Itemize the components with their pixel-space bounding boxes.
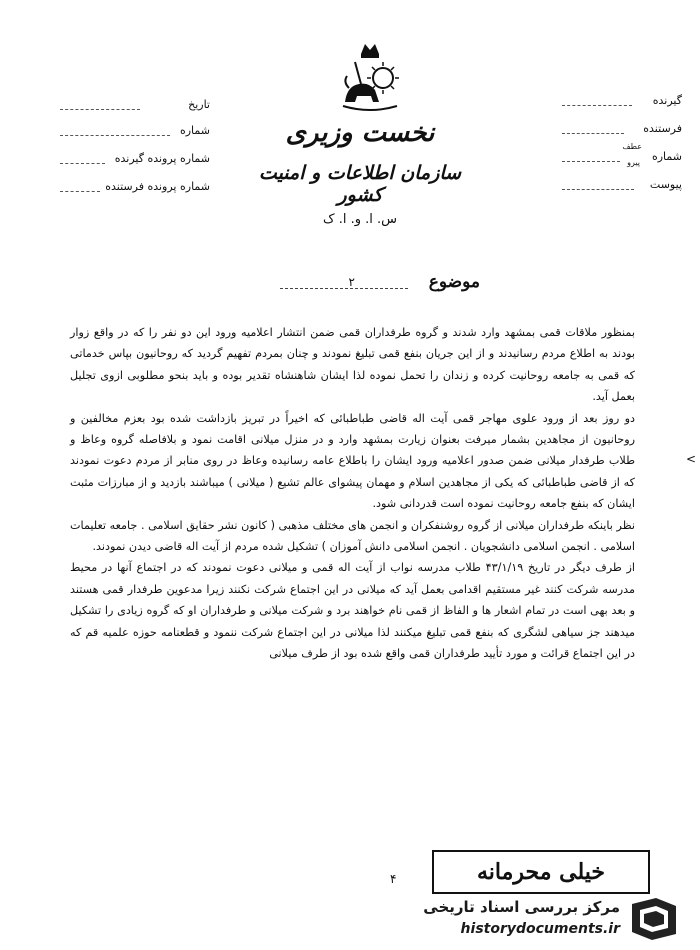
subject-line	[280, 288, 408, 289]
attachment-line	[562, 189, 634, 190]
attachment-field	[562, 178, 682, 192]
body-paragraph: از طرف دیگر در تاریخ ۴۳/۱/۱۹ طلاب مدرسه نواب از آیت اله قمی و میلانی دعوت نمودند که در اجتماع آنها در محیط مدرسه شرکت کنند غیر مستقیم اقدامی بعمل آید که میلانی در این اجتماع شرکت نکنند زیرا مدعوین طرفدار قمی هستند و بعد بهی است در تمام اشعار ها و الفاظ از قمی نام خواهند برد و شرکت میلانی و طرفداران او که گروه زیادی را تشکیل میدهند جز سیاهی لشگری که بنفع قمی تبلیغ میکنند لذا میلانی در این اجتماع شرکت ننمود و قطعنامه حوزه علمیه قم که در این اجتماع قرائت و مورد تأیید طرفداران قمی واقع شده بود از طرف میلانی	[70, 561, 635, 661]
recipient-file-line	[60, 163, 105, 164]
recipient-label: گیرنده	[652, 94, 682, 107]
sender-label: فرستنده	[643, 122, 682, 135]
subject-label: موضوع	[428, 272, 480, 292]
recipient-file-field	[60, 152, 210, 166]
ref-note-bottom: پیرو	[627, 158, 640, 167]
recipient-file-label: شماره پرونده گیرنده	[114, 152, 210, 165]
ref-number-field	[562, 142, 682, 167]
watermark-url: historydocuments.ir	[460, 921, 620, 937]
number-line	[60, 135, 170, 136]
document-body	[70, 322, 635, 665]
page-marker: ۴	[390, 872, 397, 886]
sender-file-field	[60, 180, 210, 194]
reference-code: س. ا. و. ا. ک	[322, 212, 398, 227]
organization-subtitle: سازمان اطلاعات و امنیت کشور	[258, 162, 462, 206]
subject-row	[280, 272, 480, 296]
ref-number-label: شماره	[651, 150, 682, 163]
date-field	[60, 98, 210, 112]
attachment-label: پیوست	[649, 178, 682, 191]
organization-title: نخست وزیری	[285, 118, 435, 148]
body-paragraph: دو روز بعد از ورود علوی مهاجر قمی آیت اله قاضی طباطبائی که اخیراً در تبریز بازداشت شده بود بعزم مخالفین و روحانیون از مجاهدین بشمار میرفت بعنوان زیارت بمشهد وارد و در منزل میلانی اقامت نمود و بلافاصله گروه وعاظ و طلاب طرفدار میلانی ضمن صدور اعلامیه ورود ایشان را باطلاع عامه رسانیده وعاظ در روی منابر از مردم دعوت نمودند که از قاضی طباطبائی که یکی از مجاهدین اسلام و مهمان پیشوای عالم تشیع ( میلانی ) میباشند بازدید و از مبارزات مثبت ایشان که بنفع جامعه روحانیت نموده است قدردانی شود.	[70, 411, 635, 511]
margin-mark: <	[686, 452, 697, 466]
body-paragraph: بمنظور ملاقات قمی بمشهد وارد شدند و گروه طرفداران قمی ضمن انتشار اعلامیه ورود این دو نفر را که در واقع زوار بودند به اطلاع مردم رسانیدند و از این جریان بنفع قمی تبلیغ نمودند و چنان بمردم تفهیم گردید که روحانیون بپاس خدماتی که قمی به جامعه روحانیت کرده و زندان را تحمل نموده لذا ایشان شاهنشاه تقدیر بوده و باید بنحو مطلوبی ازوی تجلیل بعمل آید.	[70, 326, 635, 404]
body-paragraph: نظر باینکه طرفداران میلانی از گروه روشنفکران و انجمن های مختلف مذهبی ( کانون نشر حقایق اسلامی . جامعه تعلیمات اسلامی . انجمن اسلامی دانشجویان . انجمن اسلامی دانش آموزان ) تشکیل شده مردم از آیت اله قاضی دیدن نمودند.	[70, 518, 635, 554]
recipient-field	[562, 94, 682, 108]
date-label: تاریخ	[188, 98, 210, 111]
ref-note-top: عطف	[622, 142, 642, 151]
archive-watermark	[400, 888, 690, 948]
sender-file-line	[60, 191, 100, 192]
subject-number: ۲	[348, 275, 355, 289]
lion-and-sun-emblem-icon	[335, 40, 405, 120]
classification-stamp: خیلی محرمانه	[432, 850, 650, 894]
sender-field	[562, 122, 682, 136]
archive-logo-icon	[626, 894, 682, 944]
sender-file-label: شماره پرونده فرستنده	[105, 180, 210, 193]
number-field	[60, 124, 210, 138]
ref-number-line	[562, 161, 620, 162]
sender-line	[562, 133, 624, 134]
watermark-title: مرکز بررسی اسناد تاریخی	[423, 898, 620, 916]
date-line	[60, 109, 140, 110]
recipient-line	[562, 105, 632, 106]
number-label: شماره	[179, 124, 210, 137]
